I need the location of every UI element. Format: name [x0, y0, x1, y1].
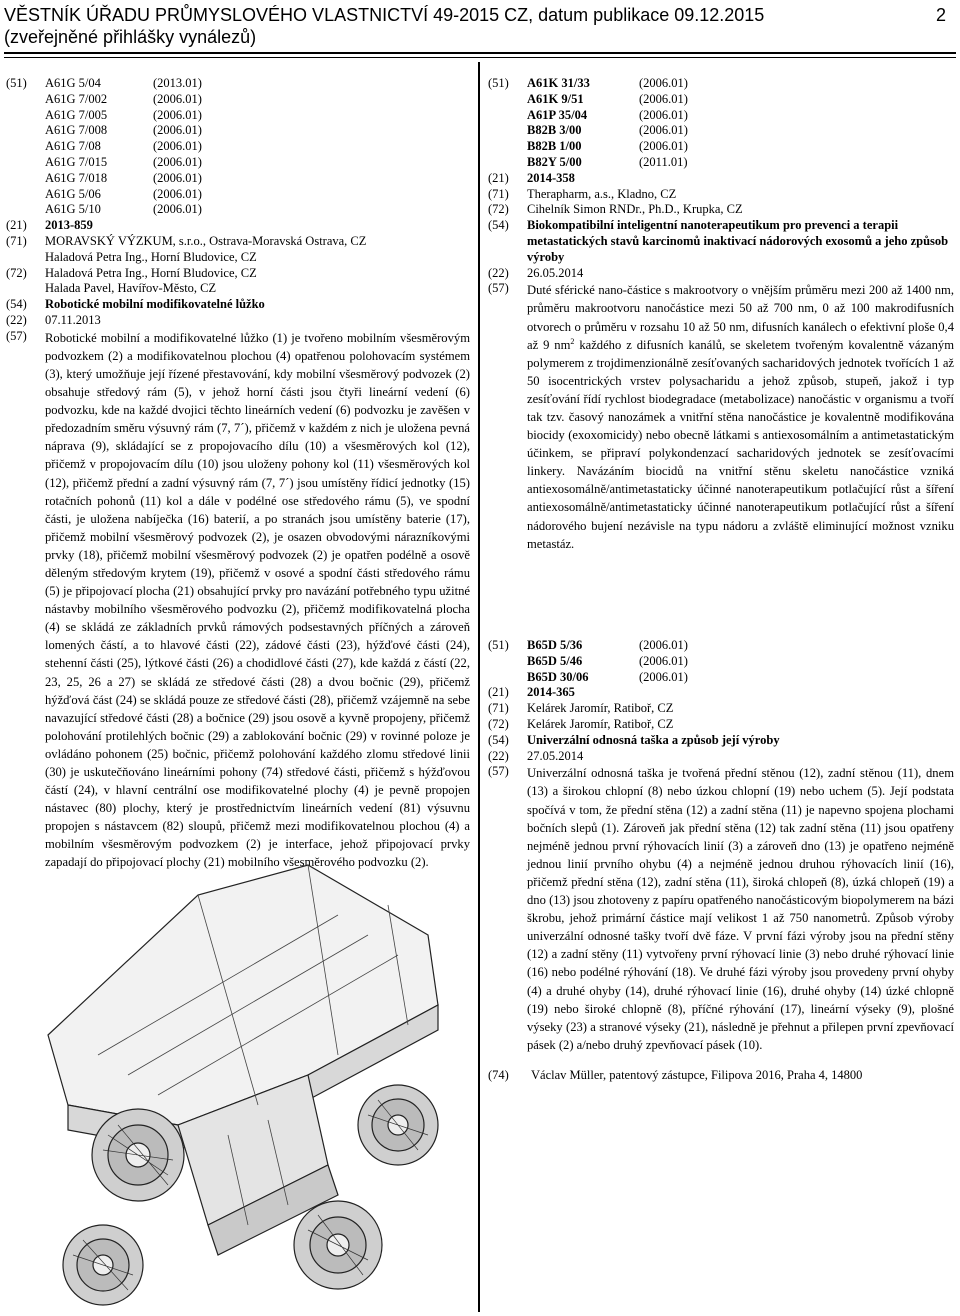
ipc-class: B82B 3/00: [527, 123, 582, 138]
abstract-block: (57) Duté sférické nano-částice s makrootvory o vnějším průměru mezi 200 až 1400 nm, průměru makrootvoru nanočástice mezi 50 až 700 nm, 0 až 100 makrodifusních otvorech o průměru v rozsahu 10 až 50 nm, difusních kanálech o efektivní ploše 0,4 až 9 $nm^2$ každého z difusních kanálů, se skeletem tvořeným kovalentně vázaným polymerem z trojdimenzionálně zesíťovaných sacharidových jednotek tvořících 1 až 50 isocentrických vrstev polysacharidu a jehož způsob, stupeň, jakož i typ zesíťování řídí rychlost biodegradace (metabolizace) nanočástic v organismu a tvoří tak tzv. časový nanozámek a vnitřní stěna nanočástice je kovalentně modifikována biocidy (exoxomicidy) nebo obecně látkami s antiexosomálním a antimetastatickým účinkem, se připraví polykondenzací sacharidových jednotek se zesíťovacími linkery. Navázáním biocidů na vnitřní stěnu skeletu nanočástice vzniká antiexosomálně/antimetastaticky účinné nanoterapeutikum potlačující růst a šíření antiexosomálně/antimetastaticky účinné nanoterapeutikum potlačující růst a šíření nádorového bujení nezávisle na typu nádoru a zvláště eliminující možnost vzniku metastáz.: [488, 281, 954, 552]
ipc-version: (2006.01): [639, 653, 688, 668]
classification-row: [488, 76, 954, 92]
ipc-class: A61G 7/005: [45, 107, 108, 122]
applicant: Kelárek Jaromír, Ratiboř, CZ: [527, 701, 674, 716]
filing-date: 07.11.2013: [45, 312, 101, 327]
date-row: (22) 07.11.2013: [6, 312, 101, 327]
page-header: [4, 4, 956, 48]
field-code: (51): [488, 76, 509, 90]
ipc-version: (2006.01): [153, 202, 202, 217]
ipc-class: B65D 5/46: [527, 653, 583, 668]
field-code: (51): [6, 76, 27, 90]
inventor-row: (72) Cihelník Simon RNDr., Ph.D., Krupka, CZ: [488, 202, 743, 217]
ipc-class: A61G 5/04: [45, 76, 101, 90]
ipc-version: (2006.01): [153, 107, 202, 122]
ipc-class: A61G 5/10: [45, 202, 101, 217]
field-code: (51): [488, 638, 509, 652]
ipc-version: (2006.01): [639, 139, 688, 154]
right-entry-1: [488, 76, 954, 553]
classification-row: [6, 76, 470, 92]
applicant: MORAVSKÝ VÝZKUM, s.r.o., Ostrava-Moravská Ostrava, CZ: [45, 233, 367, 248]
abstract-block: (57) Univerzální odnosná taška je tvořená přední stěnou (12), zadní stěnou (11), dnem (13) a širokou chlopní (8) nebo úzkou chlopní (19) nebo uchem (5). Její podstata spočívá v tom, že přední stěna (12) a zadní stěna (11) je napevno spojena plochami bočních slepů (1). Zároveň jak přední stěna (12) tak zadní stěna (11) jsou opatřeny nejméně jednou první rýhovacích linií (3) a zároveň dno (13) je opatřeno nejméně jednou linií prvního ohybu (4) a nejméně jednou druhou rýhovacích linií (16), přičemž přední stěna (12), zadní stěna (11), široká chlopeň (8), úzká chlopeň (19) a dno (13) jsou zhotoveny z papíru opatřeného nanočásticovým biopolymerem na bázi škrobu, jehož primární částice mají velikost 1 až 750 nanometrů. Způsob výroby univerzální odnosné tašky tvoří dvě fáze. V první fázi výroby jsou na přední stěny (12) a zadní stěny (11) vytvořeny první rýhovací linie (3) nebo druhé rýhovací linie (16) nebo podélné rýhování (18). Ve druhé fázi výroby jsou provedeny první ohyby (4) a druhé ohyby (14), druhé rýhovací linie (16), druhé ohyby (14) úzké chlopně (19) nebo široké chlopně (8), příčné rýhování (17), lineární výseky (9), plošné výseky (23) a stranové výseky (21), následně je přehnut a přilepen první zpevňovací pásek (2) a/nebo druhý zpevňovací pásek (10).: [488, 764, 954, 1054]
application-number: 2014-365: [527, 685, 575, 700]
owner-row: (71) Kelárek Jaromír, Ratiboř, CZ: [488, 701, 674, 716]
ipc-class: A61G 7/002: [45, 91, 108, 106]
inventor: Kelárek Jaromír, Ratiboř, CZ: [527, 716, 674, 731]
application-number: 2014-358: [527, 170, 575, 185]
ipc-version: (2006.01): [153, 91, 202, 106]
invention-title: Univerzální odnosná taška a způsob její výroby: [527, 732, 780, 747]
owner-row-2: [6, 250, 470, 266]
ipc-version: (2006.01): [639, 76, 688, 90]
classification-row: [6, 202, 470, 218]
ipc-version: (2006.01): [153, 123, 202, 138]
bulletin-subtitle: (zveřejněné přihlášky vynálezů): [4, 27, 257, 47]
applicant: Therapharm, a.s., Kladno, CZ: [527, 186, 677, 201]
ipc-class: A61G 7/015: [45, 154, 108, 169]
invention-title: Biokompatibilní inteligentní nanoterapeutikum pro prevenci a terapii metastatických stavů karcinomů inaktivací nádorových exosomů a jeho způsob výroby: [527, 218, 949, 264]
ipc-class: A61G 7/018: [45, 170, 108, 185]
ipc-version: (2013.01): [153, 76, 202, 90]
ipc-class: A61K 9/51: [527, 91, 584, 106]
applicant-2: Haladová Petra Ing., Horní Bludovice, CZ: [45, 249, 257, 264]
filing-date: 26.05.2014: [527, 265, 584, 280]
left-entry: [6, 76, 470, 872]
ipc-version: (2006.01): [153, 186, 202, 201]
classification-row: [6, 92, 470, 108]
inventor: Cihelník Simon RNDr., Ph.D., Krupka, CZ: [527, 202, 743, 217]
classification-list: [488, 76, 954, 171]
ipc-class: A61G 5/06: [45, 186, 101, 201]
patent-agent: Václav Müller, patentový zástupce, Filipova 2016, Praha 4, 14800: [531, 1067, 863, 1082]
classification-row: [6, 171, 470, 187]
ipc-class: A61G 7/08: [45, 139, 101, 154]
title-row: (54) Univerzální odnosná taška a způsob její výroby: [488, 732, 780, 747]
abstract-text: Duté sférické nano-částice s makrootvory o vnějším průměru mezi 200 až 1400 nm, průměru makrootvoru nanočástice mezi 50 až 700 nm, 0 až 100 makrodifusních otvorech o průměru v rozsahu 10 až 50 nm, difusních kanálech o efektivní ploše 0,4 až 9 $nm^2$ každého z difusních kanálů, se skeletem tvořeným kovalentně vázaným polymerem z trojdimenzionálně zesíťovaných sacharidových jednotek tvořících 1 až 50 isocentrických vrstev polysacharidu a jehož způsob, stupeň, jakož i typ zesíťování řídí rychlost biodegradace (metabolizace) nanočástic v organismu a tvoří tak tzv. časový nanozámek a vnitřní stěna nanočástice je kovalentně modifikována biocidy (exoxomicidy) nebo obecně látkami s antiexosomálním a antimetastatickým účinkem, se připraví polykondenzací sacharidových jednotek se zesíťovacími linkery. Navázáním biocidů na vnitřní stěnu skeletu nanočástice vzniká antiexosomálně/antimetastaticky účinné nanoterapeutikum potlačující růst a šíření antiexosomálně/antimetastaticky účinné nanoterapeutikum potlačující růst a šíření nádorového bujení nezávisle na typu nádoru a zvláště eliminující možnost vzniku metastáz.: [527, 283, 954, 551]
inventor-2: Halada Pavel, Havířov-Město, CZ: [45, 281, 217, 296]
bulletin-title: VĚSTNÍK ÚŘADU PRŮMYSLOVÉHO VLASTNICTVÍ 49-2015 CZ, datum publikace 09.12.2015: [4, 5, 765, 25]
filing-date: 27.05.2014: [527, 748, 584, 763]
ipc-class: B82Y 5/00: [527, 154, 582, 169]
ipc-version: (2011.01): [639, 154, 688, 169]
ipc-class: B82B 1/00: [527, 139, 582, 154]
classification-row: [488, 108, 954, 124]
app-number-row: (21) 2014-358: [488, 170, 575, 185]
ipc-class: B65D 5/36: [527, 638, 583, 652]
abstract-text: Robotické mobilní a modifikovatelné lůžko (1) je tvořeno mobilním všesměrovým podvozkem (2) a modifikovatelnou plochou (4) opatřenou polohovacím systémem (3), který umožňuje její řízené přestavování, kdy mobilní všesměrový podvozek (2) obsahuje středový rám (5), v jehož horní části jsou čtyři lineární vedení (6) podvozku, kde na každé dvojici těchto lineárních vedení (6) podvozku je zavěšen v předozadním směru výsuvný rám (7, 7´), přičemž v každém z nich je uložena pevná náprava (9), skládající se z propojovacího dílu (10) a všesměrových kol (12), přičemž v propojovacím dílu (10) jsou uloženy pohony kol (11) všesměrových kol (12), přičemž přední a zadní výsuvný rám (7, 7´) jsou umístěny řídicí jednotky (15) rotačních pohonů (11) kol a dále v podélné ose středového rámu (5), ve spodní části, je uložena nabíječka (16) baterií, a po stranách jsou umístěny baterie (17), přičemž mobilní všesměrový podvozek (2), je osazen obvodovými nárazníkovými prvky (18), přičemž mobilní všesměrový podvozek (2) je opatřen podélně a osově děleným středovým krytem (19), přičemž v osové a spodní části středového rámu (5) je připojovací plocha (21) obsahující prvky pro navázání potřebného typu užitné nástavby mobilního všesměrového podvozku (2), přičemž modifikovatelná plocha (4) se skládá ze základních prvků rámových podsestavných příčných a zároveň lomených částí, a to hlavové části (22), zádové části (23), hýžďové části (24), stehenní části (25), lýtkové části (26) a chodidlové části (27), kde každá z částí (22, 23, 25, 26 a 27) se skládá ze středové části (28) a dvou bočnic (29), přičemž hýžďová část (24) se skládá pouze ze středové části (28), přičemž vzájemně na sebe navazující středové části (28) a bočnice (29) jsou osově a kyvně propojeny, přičemž polohování protilehlých bočnic (29) a zablokování bočnic (29) v rovinné poloze je ovládáno pohonem (25) bočnic, přičemž polohování každého zlomu středové linii (30) je uskutečňováno lineárními pohony (74) středové části, přičemž s hýžďovou částí (24), v hlavní centrální ose modifikovatelné plochy (4) je pevně propojen nástavec (80) plochy, který je prostřednictvím lineárních vedení (81) výsuvnu propojen s nástavcem (82) sloupů, přičemž mezi modifikovatelnou plochou (4) a mobilním všesměrovým podvozkem (2) je interface, jehož připojovací prvky zapadají do připojovací plochy (21) mobilního všesměrového podvozku (2).: [45, 330, 470, 870]
classification-row: [488, 638, 954, 654]
application-number: 2013-859: [45, 218, 93, 233]
inventor-1: Haladová Petra Ing., Horní Bludovice, CZ: [45, 265, 257, 280]
ipc-class: A61P 35/04: [527, 107, 588, 122]
ipc-class: A61K 31/33: [527, 76, 590, 90]
owner-row: (71) MORAVSKÝ VÝZKUM, s.r.o., Ostrava-Moravská Ostrava, CZ: [6, 233, 367, 248]
classification-row: [6, 139, 470, 155]
ipc-version: (2006.01): [639, 91, 688, 106]
owner-row: (71) Therapharm, a.s., Kladno, CZ: [488, 186, 677, 201]
ipc-version: (2006.01): [639, 669, 688, 684]
abstract-text: Univerzální odnosná taška je tvořená přední stěnou (12), zadní stěnou (11), dnem (13) a širokou chlopní (8) nebo úzkou chlopní (19) nebo uchem (5). Její podstata spočívá v tom, že přední stěna (12) a zadní stěna (11) je napevno spojena plochami bočních slepů (1). Zároveň jak přední stěna (12) tak zadní stěna (11) jsou opatřeny nejméně jednou první rýhovacích linií (3) a zároveň dno (13) je opatřeno nejméně jednou linií prvního ohybu (4) a nejméně jednou druhou rýhovacích linií (16), přičemž přední stěna (12), zadní stěna (11), široká chlopeň (8), úzká chlopeň (19) a dno (13) jsou zhotoveny z papíru opatřeného nanočásticovým biopolymerem na bázi škrobu, jehož primární částice mají velikost 1 až 750 nanometrů. Způsob výroby univerzální odnosné tašky tvoří dvě fáze. V první fázi výroby jsou na přední stěny (12) a zadní stěny (11) vytvořeny první rýhovací linie (3) nebo druhé rýhovací linie (16) nebo podélné rýhování (18). Ve druhé fázi výroby jsou provedeny první ohyby (4) a druhé ohyby (14), druhé rýhovací linie (16), druhé ohyby (14) úzké chlopně (19) nebo široké chlopně (8), příčné rýhování (17), lineární výseky (9), plošné výseky (23) a stranové výseky (21), následně je přehnut a přilepen první zpevňovací pásek (2) a/nebo druhý zpevňovací pásek (10).: [527, 766, 954, 1052]
classification-list: [6, 76, 470, 218]
classification-row: [488, 139, 954, 155]
classification-row: [6, 155, 470, 171]
invention-title: Robotické mobilní modifikovatelné lůžko: [45, 297, 265, 312]
classification-row: [6, 123, 470, 139]
date-row: (22) 27.05.2014: [488, 748, 584, 763]
page-number: 2: [935, 5, 946, 25]
ipc-version: (2006.01): [153, 170, 202, 185]
classification-row: [488, 654, 954, 670]
ipc-class: A61G 7/008: [45, 123, 108, 138]
classification-row: [488, 92, 954, 108]
app-number-row: (21) 2014-365: [488, 685, 575, 700]
ipc-version: (2006.01): [639, 638, 688, 652]
ipc-version: (2006.01): [639, 123, 688, 138]
classification-row: [6, 187, 470, 203]
right-entry-2: [488, 638, 954, 1084]
inventor-row: (72) Haladová Petra Ing., Horní Bludovice, CZ: [6, 265, 257, 280]
inventor-row: (72) Kelárek Jaromír, Ratiboř, CZ: [488, 716, 674, 731]
agent-row: (74) Václav Müller, patentový zástupce, Filipova 2016, Praha 4, 14800: [488, 1068, 954, 1084]
robotic-bed-drawing: [8, 825, 470, 1313]
ipc-version: (2006.01): [153, 154, 202, 169]
classification-row: [488, 123, 954, 139]
classification-row: [6, 108, 470, 124]
date-row: (22) 26.05.2014: [488, 265, 584, 280]
bed-surface: [48, 865, 438, 1125]
title-row: (54) Biokompatibilní inteligentní nanoterapeutikum pro prevenci a terapii metastatických stavů karcinomů inaktivací nádorových exosomů a jeho způsob výroby: [488, 218, 954, 265]
classification-list: [488, 638, 954, 685]
header-rule-bottom: [4, 57, 956, 58]
title-row: (54) Robotické mobilní modifikovatelné lůžko: [6, 297, 265, 312]
ipc-version: (2006.01): [639, 107, 688, 122]
classification-row: [488, 670, 954, 686]
ipc-class: B65D 30/06: [527, 669, 589, 684]
header-rule-top: [4, 52, 956, 54]
ipc-version: (2006.01): [153, 139, 202, 154]
app-number-row: (21) 2013-859: [6, 218, 93, 233]
abstract-block: (57) Robotické mobilní a modifikovatelné lůžko (1) je tvořeno mobilním všesměrovým podvozkem (2) a modifikovatelnou plochou (4) opatřenou polohovacím systémem (3), který umožňuje její řízené přestavování, kdy mobilní všesměrový podvozek (2) obsahuje středový rám (5), v jehož horní části jsou čtyři lineární vedení (6) podvozku, kde na každé dvojici těchto lineárních vedení (6) podvozku je zavěšen v předozadním směru výsuvný rám (7, 7´), přičemž v každém z nich je uložena pevná náprava (9), skládající se z propojovacího dílu (10) a všesměrových kol (12), přičemž v propojovacím dílu (10) jsou uloženy pohony kol (11) všesměrových kol (12), přičemž přední a zadní výsuvný rám (7, 7´) jsou umístěny řídicí jednotky (15) rotačních pohonů (11) kol a dále v podélné ose středového rámu (5), ve spodní části, je uložena nabíječka (16) baterií, a po stranách jsou umístěny baterie (17), přičemž mobilní všesměrový podvozek (2), je osazen obvodovými nárazníkovými prvky (18), přičemž mobilní všesměrový podvozek (2) je opatřen podélně a osově děleným středovým krytem (19), přičemž v osové a spodní části středového rámu (5) je připojovací plocha (21) obsahující prvky pro navázání potřebného typu užitné nástavby mobilního všesměrového podvozku (2), přičemž modifikovatelná plocha (4) se skládá ze základních prvků rámových podsestavných příčných a zároveň lomených částí, a to hlavové části (22), zádové části (23), hýžďové části (24), stehenní části (25), lýtkové části (26) a chodidlové části (27), kde každá z částí (22, 23, 25, 26 a 27) se skládá ze středové části (28) a dvou bočnic (29), přičemž hýžďová část (24) se skládá pouze ze středové části (28), přičemž vzájemně na sebe navazující středové části (28) a bočnice (29) jsou osově a kyvně propojeny, přičemž polohování protilehlých bočnic (29) a zablokování bočnic (29) v rovinné poloze je ovládáno pohonem (25) bočnic, přičemž polohování každého zlomu středové linii (30) je uskutečňováno lineárními pohony (74) středové části, přičemž s hýžďovou částí (24), v hlavní centrální ose modifikovatelné plochy (4) je pevně propojen nástavec (80) plochy, který je prostřednictvím lineárních vedení (81) výsuvnu propojen s nástavcem (82) sloupů, přičemž mezi modifikovatelnou plochou (4) a mobilním všesměrovým podvozkem (2) je interface, jehož připojovací prvky zapadají do připojovací plochy (21) mobilního všesměrového podvozku (2).: [6, 329, 470, 872]
inventor-row-2: [6, 281, 470, 297]
column-divider: [478, 62, 480, 1312]
classification-row: [488, 155, 954, 171]
